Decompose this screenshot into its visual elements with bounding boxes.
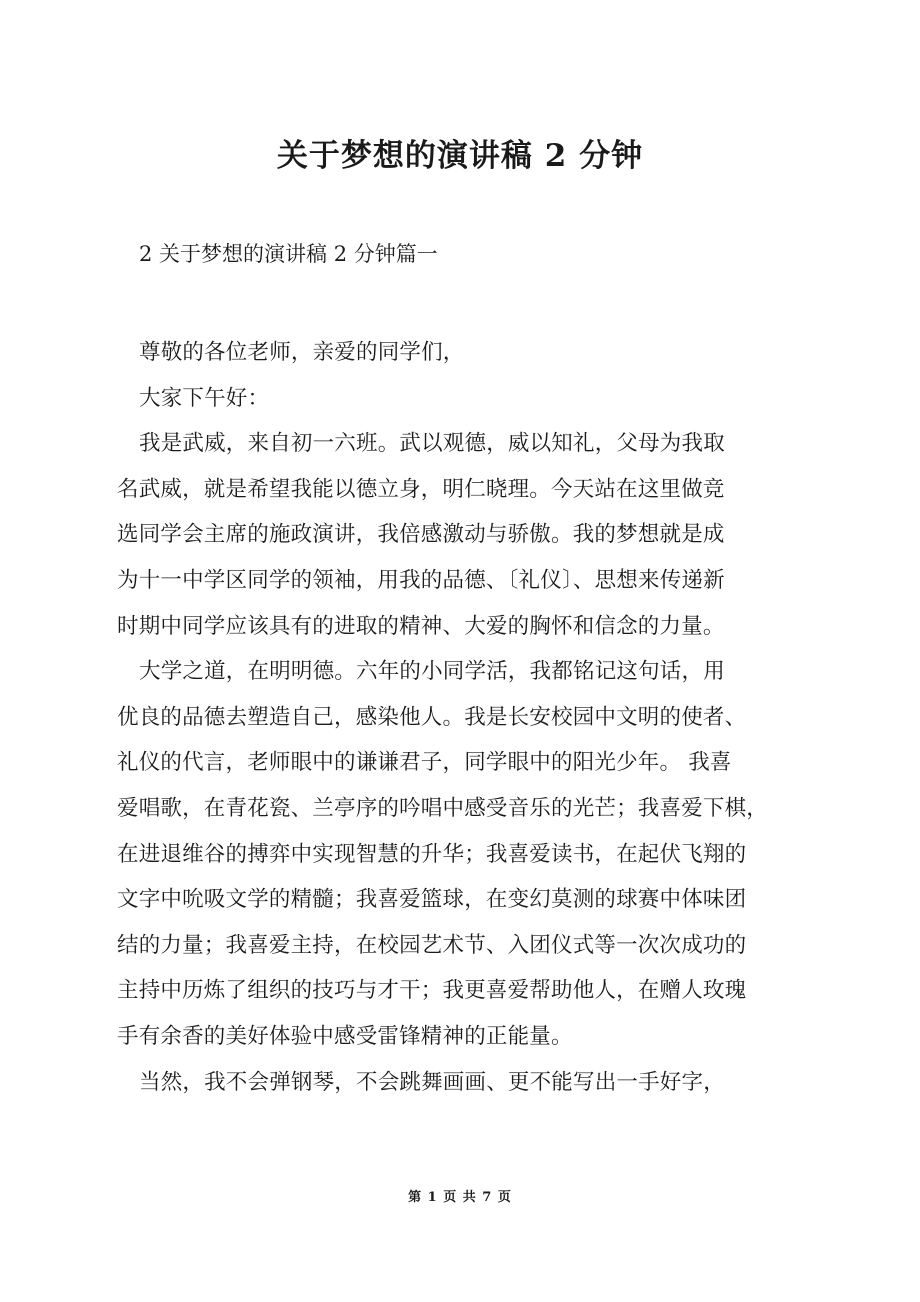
paragraph-line: 文字中吮吸文学的精髓；我喜爱篮球，在变幻莫测的球赛中体味团 [117, 887, 747, 913]
paragraph-line: 为十一中学区同学的领袖，用我的品德、〔礼仪〕、思想来传递新 [117, 567, 725, 593]
paragraph-line: 我是武威，来自初一六班。武以观德，威以知礼，父母为我取 [139, 431, 725, 457]
page-number-footer: 第 1 页 共 7 页 [408, 1190, 512, 1205]
paragraph-line: 当然，我不会弹钢琴，不会跳舞画画、更不能写出一手好字， [139, 1069, 725, 1095]
paragraph-line: 手有余香的美好体验中感受雷锋精神的正能量。 [117, 1023, 573, 1049]
paragraph-line: 优良的品德去塑造自己，感染他人。我是长安校园中文明的使者、 [117, 704, 747, 730]
document-title: 关于梦想的演讲稿 2 分钟 [276, 138, 644, 174]
paragraph-line: 结的力量；我喜爱主持，在校园艺术节、入团仪式等一次次成功的 [117, 932, 747, 958]
paragraph-line: 大学之道，在明明德。六年的小同学活，我都铭记这句话，用 [139, 659, 725, 685]
body-text [117, 330, 817, 1105]
paragraph-line: 尊敬的各位老师，亲爱的同学们， [139, 340, 465, 365]
paragraph-line: 礼仪的代言，老师眼中的谦谦君子，同学眼中的阳光少年。 我喜 [117, 750, 732, 776]
section-heading: 2 关于梦想的演讲稿 2 分钟篇一 [139, 242, 438, 266]
paragraph-line: 主持中历炼了组织的技巧与才干；我更喜爱帮助他人，在赠人玫瑰 [117, 978, 747, 1004]
paragraph-line: 选同学会主席的施政演讲，我倍感激动与骄傲。我的梦想就是成 [117, 522, 725, 548]
paragraph-line: 爱唱歌，在青花瓷、兰亭序的吟唱中感受音乐的光芒；我喜爱下棋， [117, 795, 769, 821]
paragraph-line: 在进退维谷的搏弈中实现智慧的升华；我喜爱读书，在起伏飞翔的 [117, 841, 747, 867]
paragraph-line: 大家下午好： [139, 385, 270, 411]
paragraph-line: 名武威，就是希望我能以德立身，明仁晓理。今天站在这里做竞 [117, 476, 725, 502]
paragraph-line: 时期中同学应该具有的进取的精神、大爱的胸怀和信念的力量。 [117, 613, 725, 639]
